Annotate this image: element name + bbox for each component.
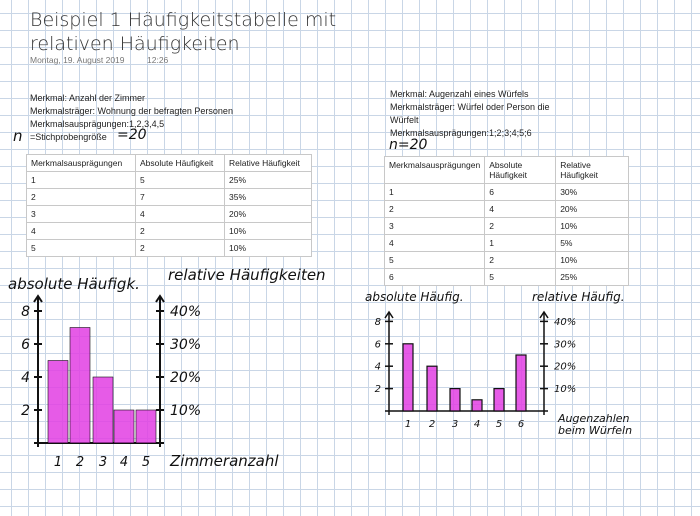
right-chart-marks	[375, 312, 577, 430]
table-cell: 10%	[556, 218, 629, 235]
left-merkmal: Merkmal: Anzahl der Zimmer	[30, 93, 146, 103]
category-label: 2	[428, 419, 436, 430]
rel-tick-label: 20%	[554, 361, 577, 373]
category-label: 4	[473, 419, 481, 430]
table-cell: 2	[485, 218, 556, 235]
left-n-value: =20	[117, 127, 147, 143]
table-cell: 35%	[225, 189, 312, 206]
y-tick-label: 6	[21, 336, 30, 353]
table-cell: 25%	[225, 172, 312, 189]
table-cell: 2	[385, 201, 485, 218]
table-cell: 20%	[225, 206, 312, 223]
y-tick-label: 6	[374, 339, 381, 351]
page-time: 12:26	[147, 55, 169, 65]
right-x-axis-label-2: beim Würfeln	[558, 424, 633, 437]
table-cell: 3	[385, 218, 485, 235]
rel-tick-label: 40%	[554, 316, 577, 328]
page-date: Montag, 19. August 2019	[30, 55, 125, 65]
right-auspraegungen: Merkmalsausprägungen:1;2;3;4;5;6	[390, 128, 532, 138]
table-cell: 5	[485, 269, 556, 286]
y-tick-label: 8	[374, 316, 381, 328]
y-tick-label: 4	[374, 361, 381, 373]
table-cell: 4	[385, 235, 485, 252]
table-cell: 10%	[225, 223, 312, 240]
category-label: 5	[141, 455, 151, 470]
table-cell: 30%	[556, 184, 629, 201]
rel-tick-label: 30%	[170, 336, 202, 353]
table-header: Merkmalsausprägungen	[27, 155, 136, 172]
table-cell: 2	[485, 252, 556, 269]
left-abs-axis-label: absolute Häufigk.	[8, 275, 140, 293]
bar	[516, 355, 526, 411]
table-cell: 1	[385, 184, 485, 201]
table-cell: 5	[27, 240, 136, 257]
table-cell: 5%	[556, 235, 629, 252]
table-header: Absolute Häufigkeit	[485, 157, 556, 184]
table-cell: 1	[27, 172, 136, 189]
table-header: Absolute Häufigkeit	[136, 155, 225, 172]
rel-tick-label: 30%	[554, 339, 577, 351]
table-cell: 5	[136, 172, 225, 189]
rel-tick-label: 40%	[170, 303, 202, 320]
bar	[403, 344, 413, 411]
right-abs-axis-label: absolute Häufig.	[365, 290, 464, 304]
category-label: 1	[53, 455, 63, 470]
right-rel-axis-label: relative Häufig.	[532, 290, 625, 304]
table-cell: 1	[485, 235, 556, 252]
y-tick-label: 4	[21, 369, 30, 386]
y-tick-label: 8	[21, 303, 30, 320]
table-cell: 10%	[556, 252, 629, 269]
table-cell: 6	[485, 184, 556, 201]
table-cell: 4	[136, 206, 225, 223]
table-cell: 10%	[225, 240, 312, 257]
bar	[427, 366, 437, 411]
left-rel-axis-label: relative Häufigkeiten	[168, 266, 326, 284]
table-header: Relative Häufigkeit	[556, 157, 629, 184]
left-x-axis-label: Zimmeranzahl	[170, 452, 279, 470]
category-label: 5	[495, 419, 503, 430]
left-n-letter: n	[13, 127, 23, 145]
rel-tick-label: 10%	[170, 402, 202, 419]
y-tick-label: 2	[21, 402, 30, 419]
table-cell: 2	[27, 189, 136, 206]
right-n-value: n=20	[389, 137, 428, 153]
left-stichprobe: =Stichprobengröße	[30, 132, 107, 142]
right-x-axis-label-1: Augenzahlen	[558, 412, 630, 425]
page-title: Beispiel 1 Häufigkeitstabelle mit relativen Häufigkeiten	[30, 9, 337, 55]
right-traeger: Merkmalsträger: Würfel oder Person die Würfelt	[390, 102, 550, 125]
rel-tick-label: 10%	[554, 384, 577, 396]
right-merkmal: Merkmal: Augenzahl eines Würfels	[390, 89, 529, 99]
table-cell: 2	[136, 223, 225, 240]
category-label: 3	[451, 419, 459, 430]
rel-tick-label: 20%	[170, 369, 202, 386]
category-label: 1	[404, 419, 412, 430]
table-cell: 25%	[556, 269, 629, 286]
table-cell: 5	[385, 252, 485, 269]
category-label: 4	[119, 455, 129, 470]
left-traeger: Merkmalsträger: Wohnung der befragten Personen	[30, 106, 233, 116]
bar	[450, 389, 460, 411]
category-label: 3	[98, 455, 108, 470]
table-cell: 4	[27, 223, 136, 240]
left-auspraegungen: Merkmalsausprägungen:1,2,3,4,5	[30, 119, 165, 129]
table-cell: 4	[485, 201, 556, 218]
table-header: Relative Häufigkeit	[225, 155, 312, 172]
table-cell: 2	[136, 240, 225, 257]
table-header: Merkmalsausprägungen	[385, 157, 485, 184]
table-cell: 20%	[556, 201, 629, 218]
bar	[472, 400, 482, 411]
category-label: 2	[75, 455, 85, 470]
table-cell: 6	[385, 269, 485, 286]
table-cell: 3	[27, 206, 136, 223]
table-cell: 7	[136, 189, 225, 206]
bar	[494, 389, 504, 411]
category-label: 6	[517, 419, 525, 430]
y-tick-label: 2	[374, 384, 381, 396]
